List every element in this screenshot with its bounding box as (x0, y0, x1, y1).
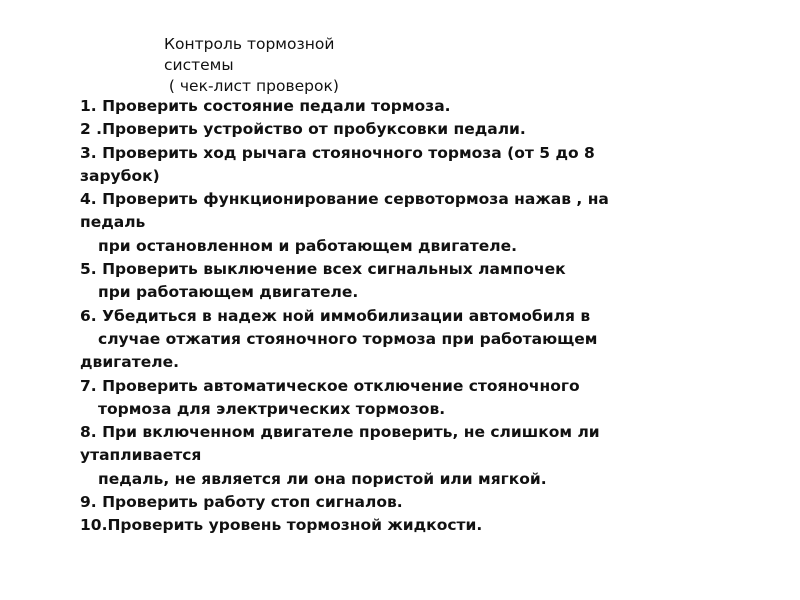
checklist-line: педаль, не является ли она пористой или мягкой. (98, 469, 547, 488)
checklist-line: 2 .Проверить устройство от пробуксовки педали. (80, 120, 526, 139)
checklist-line: 6. Убедиться в надеж ной иммобилизации автомобиля в (80, 306, 591, 325)
checklist-line: педаль (80, 213, 146, 232)
checklist (80, 95, 720, 538)
title-line-2: системы (164, 56, 234, 74)
checklist-line: при остановленном и работающем двигателе. (98, 236, 518, 255)
checklist-line: случае отжатия стояночного тормоза при работающем (98, 329, 598, 348)
checklist-line: зарубок) (80, 166, 160, 185)
title-line-3: ( чек-лист проверок) (164, 77, 339, 95)
title-line-1: Контроль тормозной (164, 35, 335, 53)
slide-title (164, 34, 424, 97)
checklist-line: тормоза для электрических тормозов. (98, 399, 446, 418)
checklist-line: 3. Проверить ход рычага стояночного тормоза (от 5 до 8 (80, 143, 595, 162)
checklist-line: 4. Проверить функционирование сервотормоза нажав , на (80, 190, 609, 209)
checklist-line: 10.Проверить уровень тормозной жидкости. (80, 516, 483, 535)
checklist-line: двигателе. (80, 353, 179, 372)
checklist-line: 9. Проверить работу стоп сигналов. (80, 493, 403, 512)
checklist-line: 7. Проверить автоматическое отключение стояночного (80, 376, 580, 395)
checklist-line: 5. Проверить выключение всех сигнальных лампочек (80, 260, 566, 279)
checklist-line: 1. Проверить состояние педали тормоза. (80, 97, 451, 115)
checklist-line: утапливается (80, 446, 202, 465)
checklist-line: при работающем двигателе. (98, 283, 359, 302)
checklist-line: 8. При включенном двигателе проверить, не слишком ли (80, 423, 600, 442)
